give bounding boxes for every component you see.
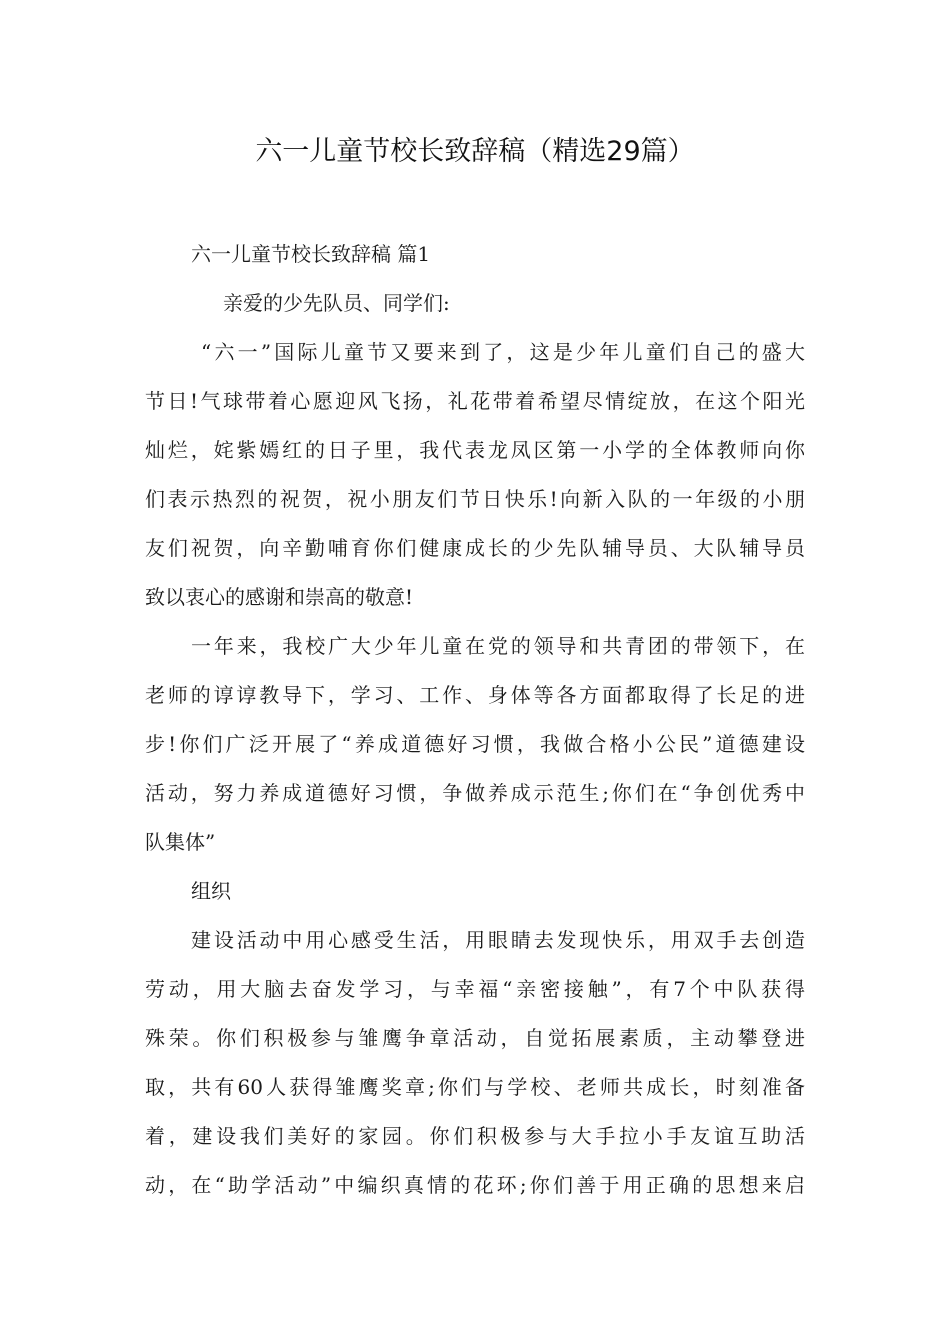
salutation: 亲爱的少先队员、同学们:	[223, 291, 450, 315]
paragraph-line: 取，共有60人获得雏鹰奖章;你们与学校、老师共成长，时刻准备	[145, 1075, 805, 1099]
document-title: 六一儿童节校长致辞稿（精选29篇）	[255, 136, 695, 167]
paragraph-line: 建设活动中用心感受生活，用眼睛去发现快乐，用双手去创造	[191, 928, 805, 952]
paragraph-line: 老师的谆谆教导下，学习、工作、身体等各方面都取得了长足的进	[145, 683, 805, 707]
paragraph-line: 组织	[191, 879, 231, 903]
paragraph-line: 步!你们广泛开展了“养成道德好习惯，我做合格小公民”道德建设	[145, 732, 805, 756]
section-heading: 六一儿童节校长致辞稿 篇1	[191, 242, 431, 266]
paragraph-line: 活动，努力养成道德好习惯，争做养成示范生;你们在“争创优秀中	[145, 781, 805, 805]
paragraph-line: 劳动，用大脑去奋发学习，与幸福“亲密接触”，有7个中队获得	[145, 977, 805, 1001]
paragraph-line: 一年来，我校广大少年儿童在党的领导和共青团的带领下，在	[191, 634, 805, 658]
paragraph-line: 致以衷心的感谢和崇高的敬意!	[145, 585, 414, 609]
document-body	[145, 230, 805, 1210]
paragraph-line: 灿烂，姹紫嫣红的日子里，我代表龙凤区第一小学的全体教师向你	[145, 438, 805, 462]
paragraph-line: 们表示热烈的祝贺，祝小朋友们节日快乐!向新入队的一年级的小朋	[145, 487, 805, 511]
paragraph-line: 动，在“助学活动”中编织真情的花环;你们善于用正确的思想来启	[145, 1173, 805, 1197]
paragraph-line: 节日!气球带着心愿迎风飞扬，礼花带着希望尽情绽放，在这个阳光	[145, 389, 805, 413]
paragraph-line: 队集体”	[145, 830, 216, 854]
paragraph-line: “六一”国际儿童节又要来到了，这是少年儿童们自己的盛大	[201, 340, 805, 364]
paragraph-line: 殊荣。你们积极参与雏鹰争章活动，自觉拓展素质，主动攀登进	[145, 1026, 805, 1050]
paragraph-line: 友们祝贺，向辛勤哺育你们健康成长的少先队辅导员、大队辅导员	[145, 536, 805, 560]
paragraph-line: 着，建设我们美好的家园。你们积极参与大手拉小手友谊互助活	[145, 1124, 805, 1148]
